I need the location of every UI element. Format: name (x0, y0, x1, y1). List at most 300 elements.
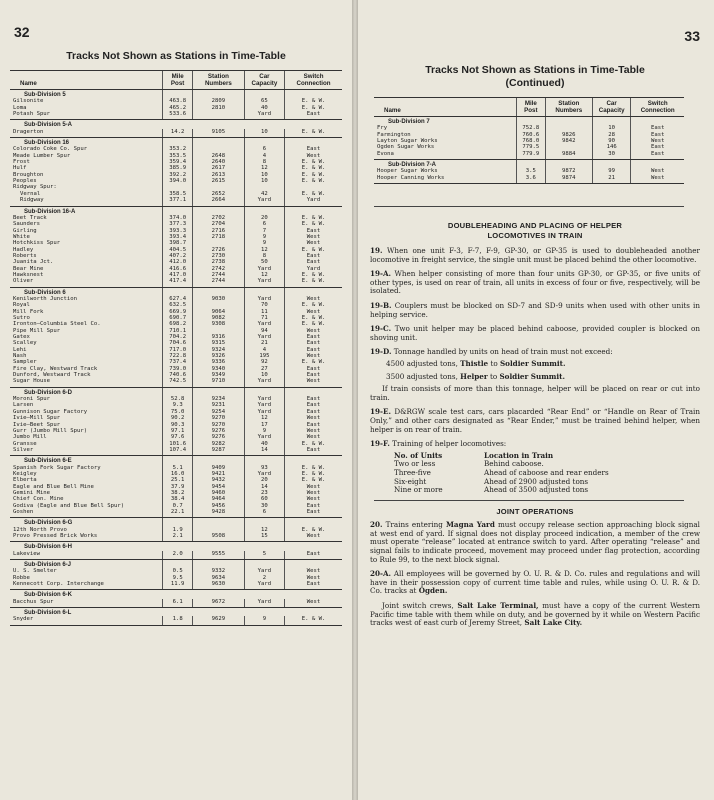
mile-post: 358.5 (163, 191, 193, 197)
subdivision-title: Sub-Division 6-E (24, 458, 72, 465)
switch-connection: West (285, 153, 342, 159)
station-number: 9460 (193, 490, 245, 496)
track-name: Larsen (13, 402, 34, 409)
car-capacity: 30 (244, 503, 284, 509)
mile-post: 698.2 (163, 321, 193, 327)
switch-connection: E. & W. (285, 359, 342, 365)
car-capacity: 71 (244, 315, 284, 321)
switch-connection: E. & W. (285, 191, 342, 197)
station-number: 2652 (193, 191, 245, 197)
track-name: Dunford, Westward Track (13, 372, 91, 379)
station-number: 2617 (193, 165, 245, 171)
track-name: Gunnison Sugar Factory (13, 408, 88, 415)
unit-count: Two or less (394, 459, 436, 469)
car-capacity: Yard (244, 111, 284, 120)
mile-post: 412.0 (163, 259, 193, 265)
switch-connection: East (285, 581, 342, 590)
table-row (10, 129, 342, 138)
car-capacity: 12 (244, 247, 284, 253)
car-capacity: 6 (244, 221, 284, 227)
units-header (394, 452, 700, 461)
track-name: Sutro (13, 315, 30, 321)
car-capacity: 10 (244, 178, 284, 184)
switch-connection: East (631, 125, 684, 131)
table-row (10, 551, 342, 560)
subdivision-header (10, 560, 342, 569)
car-capacity: Yard (244, 402, 284, 408)
track-name: Chief Con. Mine (13, 496, 64, 503)
station-number: 9842 (545, 138, 593, 144)
switch-connection: East (285, 146, 342, 152)
track-name: Ridgway Spur: (13, 184, 57, 191)
col-name: Name (374, 98, 517, 117)
unit-location: Behind caboose. (484, 459, 544, 469)
switch-connection: West (285, 353, 342, 359)
mile-post: 52.8 (163, 396, 193, 402)
rule-text: must occupy release section approaching block signal at west end of yard. If signal does not display proceed indication, a member of the crew must operate “release” located at entrance switch to yard. After operating “release” and signal fails to indicate proceed, movement may proceed under flag protection, according to Rule 99, to the next block signal. (370, 520, 700, 564)
track-name: Jumbo Mill (13, 434, 47, 441)
station-number: 2615 (193, 178, 245, 184)
track-name: Sampler (13, 359, 37, 366)
car-capacity: 20 (244, 477, 284, 483)
switch-connection: West (285, 296, 342, 302)
helper-units-table (394, 452, 700, 495)
subdivision-title: Sub-Division 7 (388, 119, 430, 125)
car-capacity: 10 (593, 125, 631, 131)
track-name: Gransse (13, 440, 37, 447)
station-number: 9276 (193, 428, 245, 434)
track-name: Hooper Sugar Works (377, 168, 438, 175)
rule-text: When helper consisting of more than four units GP-30, or GP-35, or five units of other types, is used on rear of train, all units in excess of four or five, respectively, will be isolated. (370, 269, 700, 296)
car-capacity: Yard (244, 197, 284, 206)
subdivision-header (10, 542, 342, 551)
mile-post: 6.1 (163, 599, 193, 608)
car-capacity: 146 (593, 144, 631, 150)
table-row (10, 509, 342, 518)
rule-text: Couplers must be blocked on SD-7 and SD-9 units when used with other units in helping service. (370, 301, 700, 319)
station-number: 9324 (193, 347, 245, 353)
car-capacity: 28 (593, 132, 631, 138)
subdivision-header (10, 206, 342, 215)
rule-number: 20-A. (370, 569, 392, 579)
station-number: 9316 (193, 334, 245, 340)
switch-connection: East (285, 509, 342, 518)
switch-connection: West (285, 240, 342, 246)
track-name: Fry (377, 125, 388, 132)
place-name: Soldier Summit. (499, 359, 566, 369)
station-number: 2726 (193, 247, 245, 253)
switch-connection: E. & W. (285, 178, 342, 184)
mile-post: 394.0 (163, 178, 193, 184)
car-capacity: 9 (244, 428, 284, 434)
station-number: 2613 (193, 172, 245, 178)
track-name: Potash Spur (10, 111, 163, 120)
col-station: Station Numbers (545, 98, 593, 117)
location-col-header: Location in Train (484, 450, 554, 460)
rule-text: Joint switch crews, (382, 601, 454, 610)
switch-connection: West (285, 415, 342, 421)
col-capacity: Car Capacity (244, 71, 284, 90)
station-number: 9421 (193, 471, 245, 477)
track-name: U. S. Smelter (13, 568, 57, 575)
station-number (193, 111, 245, 120)
mile-post: 760.6 (517, 132, 545, 138)
rule-number: 19-D. (370, 347, 392, 357)
switch-connection: East (285, 447, 342, 456)
station-number: 2744 (193, 278, 245, 287)
subdivision-header (374, 160, 684, 169)
track-name: Gatex (13, 334, 30, 341)
mile-post: 722.8 (163, 353, 193, 359)
subdivision-header (374, 117, 684, 126)
switch-connection: E. & W. (285, 477, 342, 483)
station-number: 2640 (193, 159, 245, 165)
track-name: Keigley (13, 470, 37, 477)
track-name: Pipe Mill Spur (13, 327, 61, 334)
switch-connection: E. & W. (285, 272, 342, 278)
place-name: Ogden. (418, 586, 448, 596)
rule-19e (370, 408, 700, 434)
track-name: Meade Lumber Spur (13, 152, 71, 159)
car-capacity: 99 (593, 168, 631, 174)
right-tracks-table (374, 97, 684, 184)
track-name: Lehi (13, 346, 27, 353)
track-name: Hotchkiss Spur (13, 240, 61, 247)
subdivision-header (10, 518, 342, 527)
mile-post: 1.8 (163, 616, 193, 625)
mile-post: 3.6 (517, 175, 545, 184)
mile-post: 385.9 (163, 165, 193, 171)
station-number: 2716 (193, 228, 245, 234)
car-capacity: 50 (244, 259, 284, 265)
track-name: Ironton—Columbia Steel Co. (13, 321, 101, 328)
switch-connection: East (631, 151, 684, 160)
car-capacity: Yard (244, 334, 284, 340)
rule-text: must have a copy of the current Western Pacific time table with them while on duty, and be governed by it while on Western Pacific tracks west of east curb of Jeremy Street, (370, 601, 701, 628)
car-capacity: 12 (244, 527, 284, 533)
track-name: Ivie—Beet Spur (13, 421, 61, 428)
rules-body (370, 206, 700, 628)
track-name: 12th North Provo (13, 526, 67, 533)
mile-post: 704.6 (163, 340, 193, 346)
station-number: 9315 (193, 340, 245, 346)
car-capacity: 17 (244, 422, 284, 428)
table-row (10, 447, 342, 456)
track-name: Beet Track (13, 214, 47, 221)
track-name: Broughton (13, 171, 44, 178)
rule-19b (370, 302, 700, 319)
mile-post: 779.5 (517, 144, 545, 150)
mile-post: 90.3 (163, 422, 193, 428)
table-row (10, 197, 342, 206)
col-mile: Mile Post (163, 71, 193, 90)
car-capacity: Yard (244, 278, 284, 287)
track-name: Hawksnest (13, 271, 44, 278)
mile-post: 710.1 (163, 328, 193, 334)
station-number: 2809 (193, 98, 245, 104)
subdivision-title: Sub-Division 5-A (24, 122, 73, 129)
left-page (0, 0, 352, 800)
switch-connection: East (285, 409, 342, 415)
mile-post: 3.5 (517, 168, 545, 174)
station-number: 9508 (193, 533, 245, 542)
track-name: Kennecott Corp. Interchange (10, 581, 163, 590)
track-name: Silver (10, 447, 163, 456)
track-name: Snyder (10, 616, 163, 625)
track-name: Loma (13, 104, 27, 111)
station-number: 9884 (545, 151, 593, 160)
car-capacity: Yard (244, 434, 284, 440)
mile-post: 38.4 (163, 496, 193, 502)
car-capacity: 11 (244, 309, 284, 315)
switch-connection: East (285, 334, 342, 340)
mile-post: 107.4 (163, 447, 193, 456)
station-number: 9287 (193, 447, 245, 456)
car-capacity: 5 (244, 551, 284, 560)
track-name: Elberta (13, 477, 37, 484)
mile-post: 752.8 (517, 125, 545, 131)
unit-count: Six-eight (394, 476, 427, 486)
car-capacity: 4 (244, 153, 284, 159)
mile-post: 742.5 (163, 378, 193, 387)
rule-20a (370, 570, 700, 596)
station-number: 9254 (193, 409, 245, 415)
mile-post: 377.3 (163, 221, 193, 227)
rule-19d-tail: If train consists of more than this tonnage, helper will be placed on rear or cut into train. (370, 384, 700, 402)
table-row (10, 278, 342, 287)
station-number: 9349 (193, 372, 245, 378)
place-name: Salt Lake City. (524, 618, 583, 628)
mile-post: 717.0 (163, 347, 193, 353)
station-number: 9432 (193, 477, 245, 483)
track-name: Bear Mine (13, 265, 44, 272)
subdivision-title: Sub-Division 5 (24, 92, 66, 98)
place-name: Magna Yard (445, 520, 495, 530)
mile-post: 533.6 (163, 111, 193, 120)
car-capacity: 42 (244, 191, 284, 197)
subdivision-title: Sub-Division 6-G (24, 520, 73, 527)
switch-connection: East (631, 144, 684, 150)
switch-connection: East (285, 402, 342, 408)
car-capacity: 15 (244, 533, 284, 542)
mile-post: 690.7 (163, 315, 193, 321)
station-number: 9456 (193, 503, 245, 509)
track-name: Gilsonite (13, 98, 44, 105)
subdivision-title: Sub-Division 6-K (24, 592, 73, 599)
switch-connection: East (285, 347, 342, 353)
subdivision-title: Sub-Division 16-A (24, 208, 76, 215)
switch-connection: West (285, 309, 342, 315)
track-name: Evona (374, 151, 517, 160)
switch-connection: East (285, 422, 342, 428)
car-capacity: Yard (244, 296, 284, 302)
mile-post: 632.5 (163, 302, 193, 308)
switch-connection: West (285, 575, 342, 581)
switch-connection: West (285, 599, 342, 608)
station-number: 9276 (193, 434, 245, 440)
track-name: Colorado Coke Co. Spur (13, 146, 88, 153)
unit-location: Ahead of caboose and rear enders (484, 467, 609, 477)
mile-post: 465.2 (163, 105, 193, 111)
section-title-doubleheading-2: LOCOMOTIVES IN TRAIN (487, 230, 583, 240)
mile-post: 377.1 (163, 197, 193, 206)
switch-connection: E. & W. (285, 315, 342, 321)
switch-connection: West (285, 428, 342, 434)
car-capacity: Yard (244, 599, 284, 608)
switch-connection: East (285, 253, 342, 259)
unit-location: Ahead of 2900 adjusted tons (484, 476, 589, 486)
track-name: Peoples (13, 178, 37, 185)
track-name: Roberts (13, 252, 37, 259)
track-name: Kenilworth Junction (13, 295, 77, 302)
col-station: Station Numbers (193, 71, 245, 90)
mile-post: 359.4 (163, 159, 193, 165)
station-number: 9270 (193, 415, 245, 421)
station-number: 9555 (193, 551, 245, 560)
mile-post: 374.0 (163, 215, 193, 221)
station-number: 9874 (545, 175, 593, 184)
rule-text: Training of helper locomotives: (392, 439, 507, 449)
rule-joint-switch (370, 602, 700, 628)
station-number: 9105 (193, 129, 245, 138)
station-number: 9826 (545, 132, 593, 138)
track-name: Oliver (10, 278, 163, 287)
station-number: 9064 (193, 309, 245, 315)
rule-number: 19-E. (370, 407, 391, 417)
track-name: Hooper Canning Works (374, 175, 517, 184)
mile-post: 353.2 (163, 146, 193, 152)
switch-connection: East (285, 503, 342, 509)
table-row (10, 533, 342, 542)
switch-connection: E. & W. (285, 527, 342, 533)
rule-19 (370, 247, 700, 264)
mile-post: 38.2 (163, 490, 193, 496)
track-name: Bacchus Spur (10, 599, 163, 608)
mile-post: 393.3 (163, 228, 193, 234)
car-capacity: 21 (593, 175, 631, 184)
mile-post: 97.1 (163, 428, 193, 434)
col-switch: Switch Connection (285, 71, 342, 90)
right-page-number: 33 (684, 28, 700, 44)
table-row (10, 616, 342, 625)
mile-post: 353.5 (163, 153, 193, 159)
mile-post: 417.0 (163, 272, 193, 278)
track-name: Gemini Mine (13, 489, 51, 496)
right-table-subtitle: (Continued) (505, 77, 565, 89)
car-capacity: Yard (244, 409, 284, 415)
switch-connection: E. & W. (285, 221, 342, 227)
tonnage-text: to (490, 359, 498, 369)
switch-connection: E. & W. (285, 129, 342, 138)
car-capacity: 40 (244, 105, 284, 111)
switch-connection: East (285, 111, 342, 120)
switch-connection: East (285, 372, 342, 378)
station-number: 9464 (193, 496, 245, 502)
switch-connection: West (285, 434, 342, 440)
switch-connection: E. & W. (285, 465, 342, 471)
table-row (10, 111, 342, 120)
car-capacity: 60 (244, 496, 284, 502)
tonnage-line-2 (386, 373, 700, 382)
switch-connection: E. & W. (285, 159, 342, 165)
switch-connection: E. & W. (285, 616, 342, 625)
left-tracks-table (10, 70, 342, 626)
switch-connection: East (285, 396, 342, 402)
track-name: Juanita Jct. (13, 259, 54, 266)
divider (374, 206, 684, 207)
switch-connection: East (631, 132, 684, 138)
car-capacity: 30 (593, 151, 631, 160)
station-number: 9428 (193, 509, 245, 518)
mile-post: 779.9 (517, 151, 545, 160)
left-table-title: Tracks Not Shown as Stations in Time-Table (66, 50, 286, 62)
switch-connection: E. & W. (285, 321, 342, 327)
mile-post: 737.4 (163, 359, 193, 365)
track-name: Mill Fork (13, 308, 44, 315)
switch-connection: E. & W. (285, 302, 342, 308)
mile-post: 0.7 (163, 503, 193, 509)
rule-number: 19-B. (370, 301, 392, 311)
unit-location: Ahead of 3500 adjusted tons (484, 485, 589, 495)
car-capacity: Yard (244, 266, 284, 272)
car-capacity: Yard (244, 321, 284, 327)
car-capacity: 10 (244, 129, 284, 138)
switch-connection: E. & W. (285, 165, 342, 171)
subdivision-title: Sub-Division 6-D (24, 389, 73, 396)
mile-post: 75.0 (163, 409, 193, 415)
switch-connection: West (285, 234, 342, 240)
mile-post: 2.0 (163, 551, 193, 560)
car-capacity: 20 (244, 215, 284, 221)
track-name: Goshen (10, 509, 163, 518)
rule-text: All employees will be governed by O. U. R. & D. Co. rules and regulations and will have in their possession copy of current time table and rules, while using O. U. R. & D. Co. tracks at (370, 569, 700, 596)
station-number: 9872 (545, 168, 593, 174)
station-number: 2744 (193, 272, 245, 278)
switch-connection: West (285, 496, 342, 502)
track-name: White (13, 233, 30, 240)
subdivision-title: Sub-Division 6-J (24, 562, 72, 569)
col-name: Name (10, 71, 163, 90)
car-capacity: 10 (244, 372, 284, 378)
mile-post: 392.2 (163, 172, 193, 178)
mile-post: 5.1 (163, 465, 193, 471)
mile-post: 417.4 (163, 278, 193, 287)
car-capacity: 7 (244, 228, 284, 234)
station-number: 9270 (193, 422, 245, 428)
rule-number: 19-F. (370, 439, 390, 449)
subdivision-title: Sub-Division 6-H (24, 544, 73, 551)
tonnage-text: to (489, 371, 498, 381)
right-page (358, 0, 714, 800)
car-capacity: Yard (244, 471, 284, 477)
rule-number: 19-C. (370, 324, 392, 334)
station-number: 9234 (193, 396, 245, 402)
track-name: Spanish Fork Sugar Factory (13, 464, 101, 471)
switch-connection: E. & W. (285, 172, 342, 178)
units-row (394, 486, 700, 495)
station-number: 9308 (193, 321, 245, 327)
track-name: Girling (13, 227, 37, 234)
car-capacity: Yard (244, 568, 284, 574)
mile-post: 398.7 (163, 240, 193, 246)
car-capacity: 2 (244, 575, 284, 581)
switch-connection: E. & W. (285, 471, 342, 477)
units-col-header: No. of Units (394, 450, 443, 460)
switch-connection: East (285, 340, 342, 346)
rule-text: Two unit helper may be placed behind caboose, provided coupler is blocked on shoving unit. (370, 324, 700, 342)
switch-connection: E. & W. (285, 215, 342, 221)
switch-connection: West (285, 533, 342, 542)
